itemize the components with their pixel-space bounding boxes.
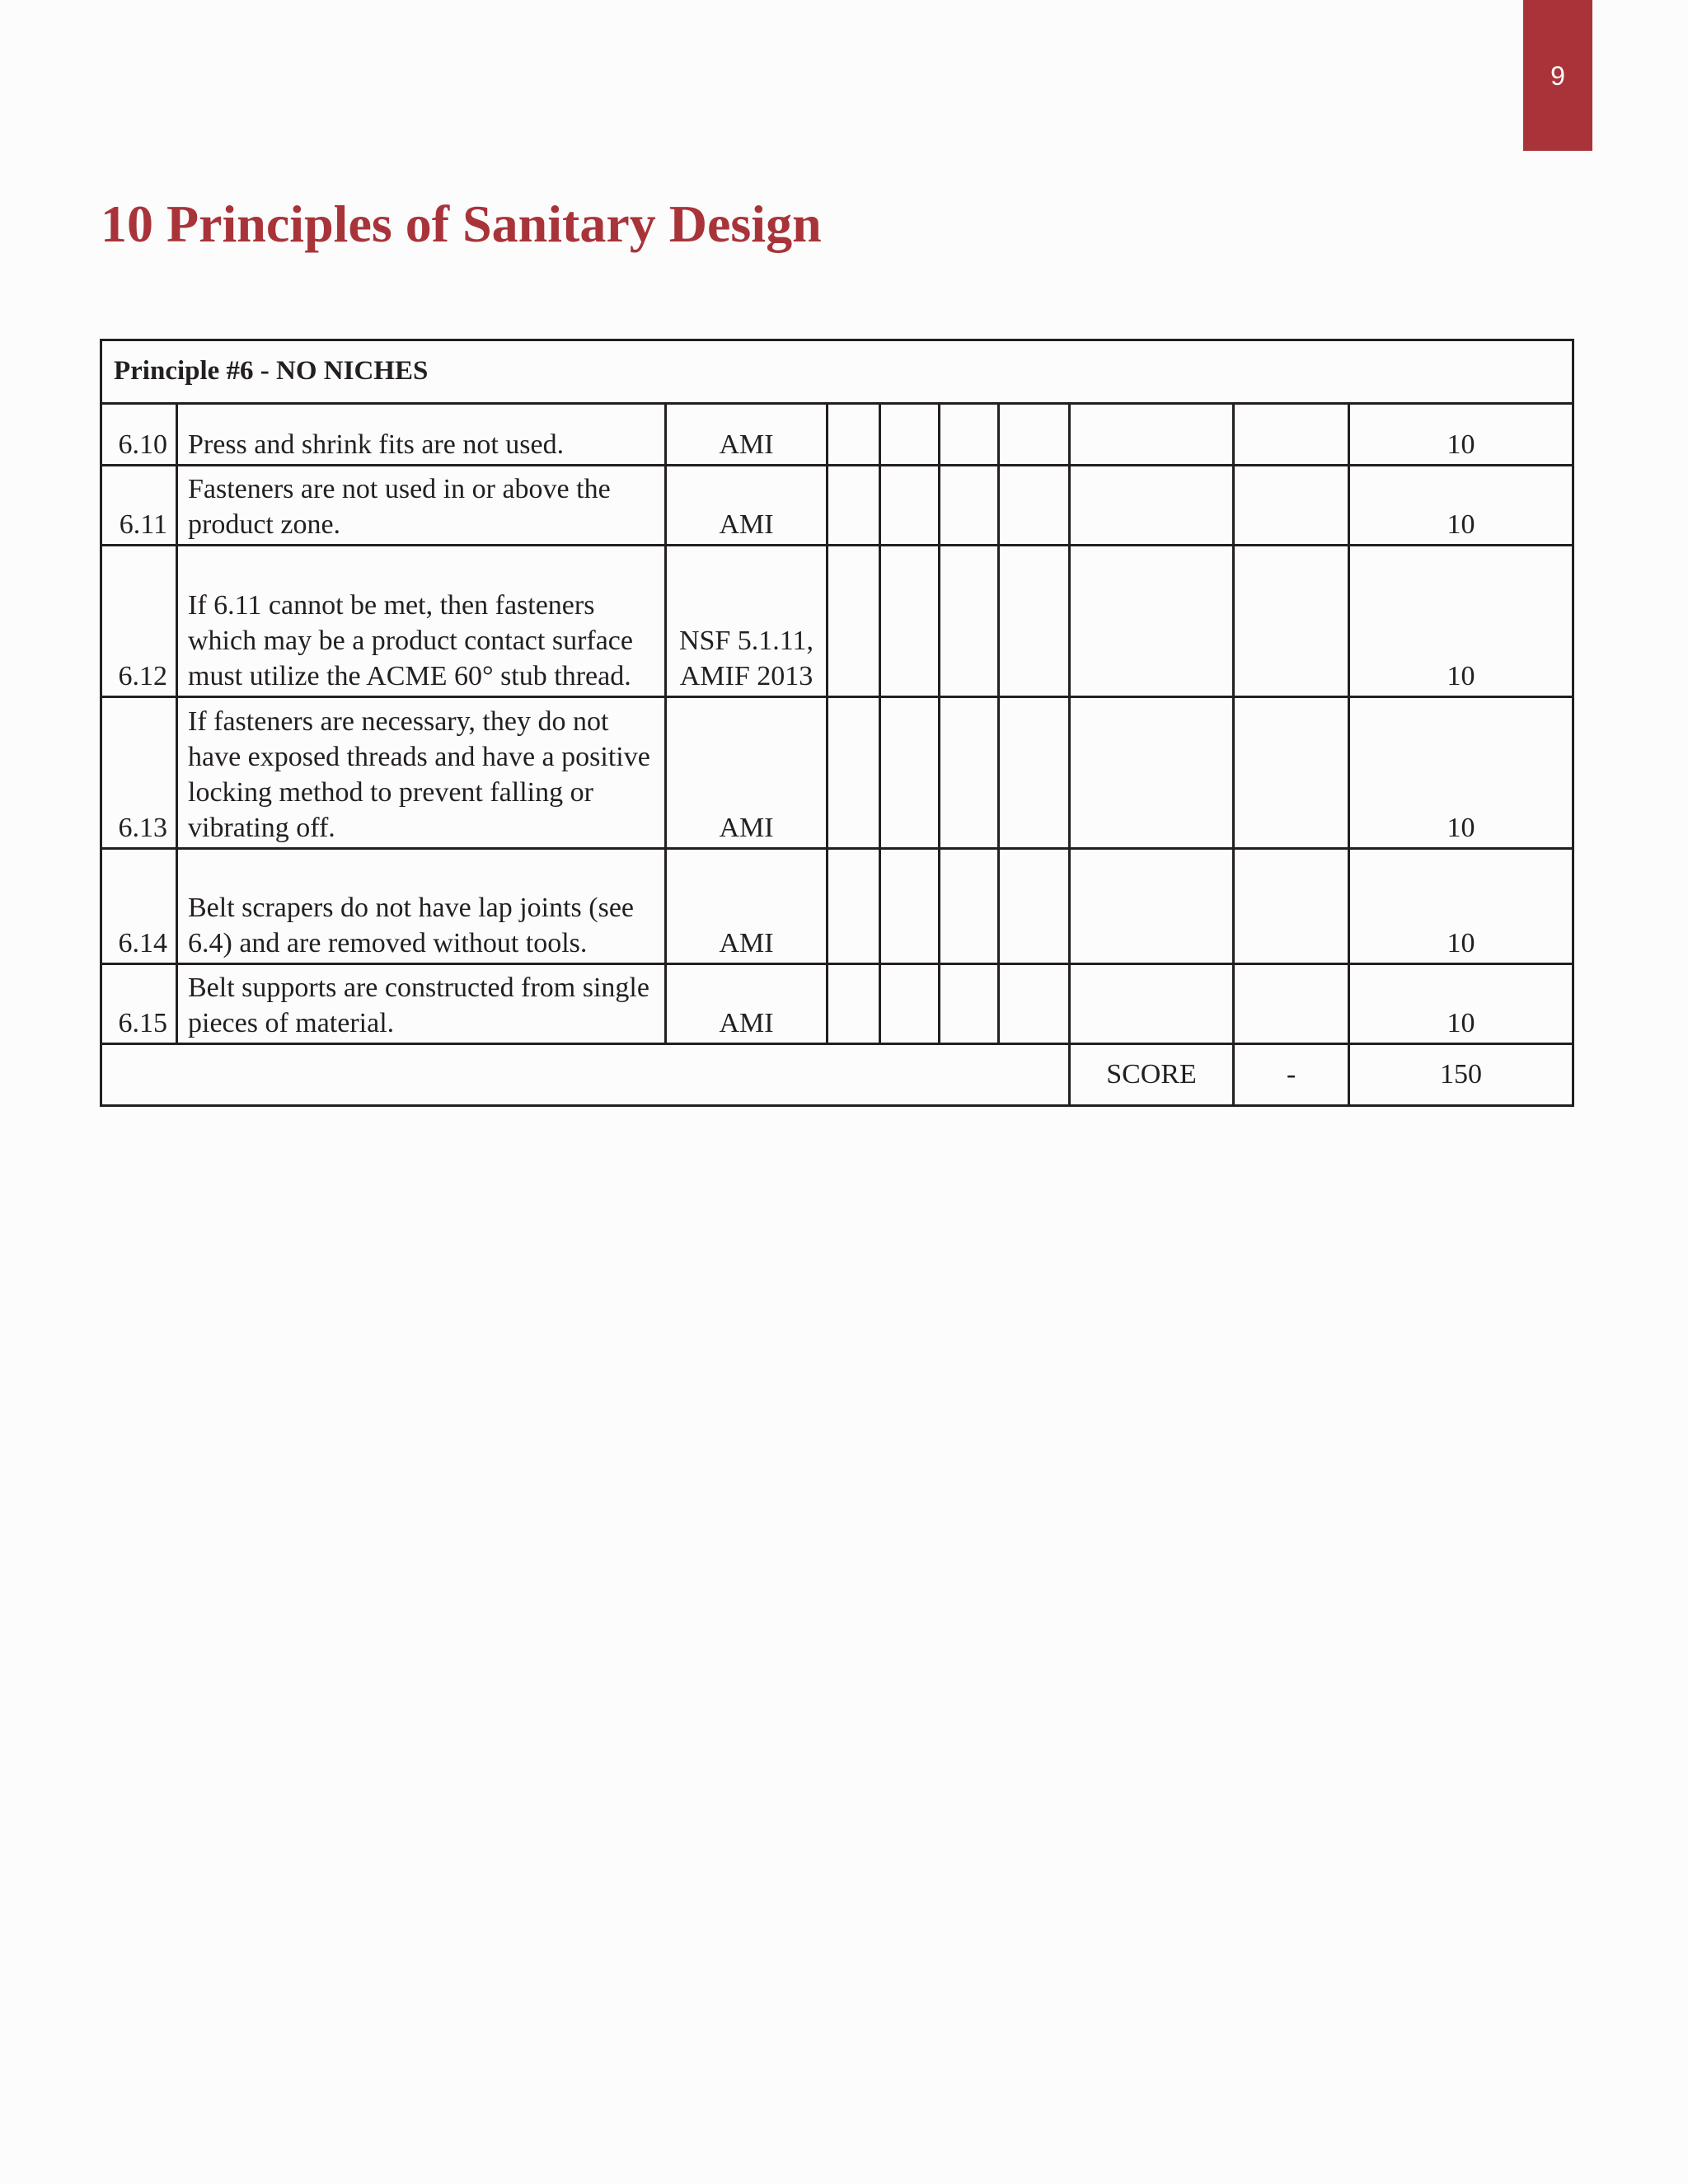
check-cell[interactable] bbox=[880, 849, 940, 964]
check-cell[interactable] bbox=[999, 404, 1070, 466]
item-reference: AMI bbox=[666, 849, 828, 964]
item-reference: AMI bbox=[666, 964, 828, 1044]
item-points: 10 bbox=[1349, 466, 1573, 546]
item-text: If fasteners are necessary, they do not have exposed threads and have a positive locking method to prevent falling or vibrating off. bbox=[177, 697, 666, 849]
item-reference: NSF 5.1.11, AMIF 2013 bbox=[666, 546, 828, 697]
table-row bbox=[101, 697, 1573, 849]
check-cell[interactable] bbox=[999, 466, 1070, 546]
table-row bbox=[101, 849, 1573, 964]
item-text: Press and shrink fits are not used. bbox=[177, 404, 666, 466]
item-points: 10 bbox=[1349, 964, 1573, 1044]
check-cell[interactable] bbox=[880, 964, 940, 1044]
score-cell[interactable] bbox=[1234, 964, 1349, 1044]
score-cell[interactable] bbox=[1234, 404, 1349, 466]
notes-cell[interactable] bbox=[1070, 466, 1234, 546]
item-text: Belt supports are constructed from single pieces of material. bbox=[177, 964, 666, 1044]
check-cell[interactable] bbox=[999, 849, 1070, 964]
check-cell[interactable] bbox=[999, 546, 1070, 697]
notes-cell[interactable] bbox=[1070, 697, 1234, 849]
check-cell[interactable] bbox=[828, 964, 880, 1044]
check-cell[interactable] bbox=[828, 849, 880, 964]
page-title: 10 Principles of Sanitary Design bbox=[101, 194, 822, 253]
check-cell[interactable] bbox=[828, 546, 880, 697]
check-cell[interactable] bbox=[999, 697, 1070, 849]
check-cell[interactable] bbox=[828, 466, 880, 546]
item-number: 6.13 bbox=[101, 697, 177, 849]
item-number: 6.14 bbox=[101, 849, 177, 964]
check-cell[interactable] bbox=[940, 546, 999, 697]
item-reference: AMI bbox=[666, 404, 828, 466]
check-cell[interactable] bbox=[940, 849, 999, 964]
section-title: Principle #6 - NO NICHES bbox=[101, 340, 1573, 404]
check-cell[interactable] bbox=[940, 404, 999, 466]
item-points: 10 bbox=[1349, 404, 1573, 466]
check-cell[interactable] bbox=[999, 964, 1070, 1044]
table-row bbox=[101, 466, 1573, 546]
item-text: If 6.11 cannot be met, then fasteners which may be a product contact surface must utilize the ACME 60° stub thread. bbox=[177, 546, 666, 697]
check-cell[interactable] bbox=[940, 466, 999, 546]
page-number: 9 bbox=[1550, 61, 1565, 91]
check-cell[interactable] bbox=[828, 404, 880, 466]
item-points: 10 bbox=[1349, 697, 1573, 849]
page-number-tab bbox=[1523, 0, 1592, 151]
notes-cell[interactable] bbox=[1070, 404, 1234, 466]
item-points: 10 bbox=[1349, 849, 1573, 964]
item-text: Belt scrapers do not have lap joints (see 6.4) and are removed without tools. bbox=[177, 849, 666, 964]
item-reference: AMI bbox=[666, 466, 828, 546]
score-value: - bbox=[1234, 1044, 1349, 1106]
check-cell[interactable] bbox=[880, 404, 940, 466]
item-number: 6.11 bbox=[101, 466, 177, 546]
score-label: SCORE bbox=[1070, 1044, 1234, 1106]
section-header-row bbox=[101, 340, 1573, 404]
score-cell[interactable] bbox=[1234, 466, 1349, 546]
check-cell[interactable] bbox=[940, 964, 999, 1044]
check-cell[interactable] bbox=[940, 697, 999, 849]
table-row bbox=[101, 404, 1573, 466]
total-spacer-cell bbox=[101, 1044, 1070, 1106]
principle-checklist-table bbox=[100, 339, 1574, 1107]
score-cell[interactable] bbox=[1234, 849, 1349, 964]
table-row bbox=[101, 546, 1573, 697]
check-cell[interactable] bbox=[880, 466, 940, 546]
table-row bbox=[101, 964, 1573, 1044]
check-cell[interactable] bbox=[880, 697, 940, 849]
item-number: 6.12 bbox=[101, 546, 177, 697]
check-cell[interactable] bbox=[880, 546, 940, 697]
notes-cell[interactable] bbox=[1070, 964, 1234, 1044]
item-text: Fasteners are not used in or above the product zone. bbox=[177, 466, 666, 546]
check-cell[interactable] bbox=[828, 697, 880, 849]
item-points: 10 bbox=[1349, 546, 1573, 697]
notes-cell[interactable] bbox=[1070, 546, 1234, 697]
notes-cell[interactable] bbox=[1070, 849, 1234, 964]
score-cell[interactable] bbox=[1234, 546, 1349, 697]
score-cell[interactable] bbox=[1234, 697, 1349, 849]
item-reference: AMI bbox=[666, 697, 828, 849]
item-number: 6.10 bbox=[101, 404, 177, 466]
score-total-row bbox=[101, 1044, 1573, 1106]
item-number: 6.15 bbox=[101, 964, 177, 1044]
score-max: 150 bbox=[1349, 1044, 1573, 1106]
